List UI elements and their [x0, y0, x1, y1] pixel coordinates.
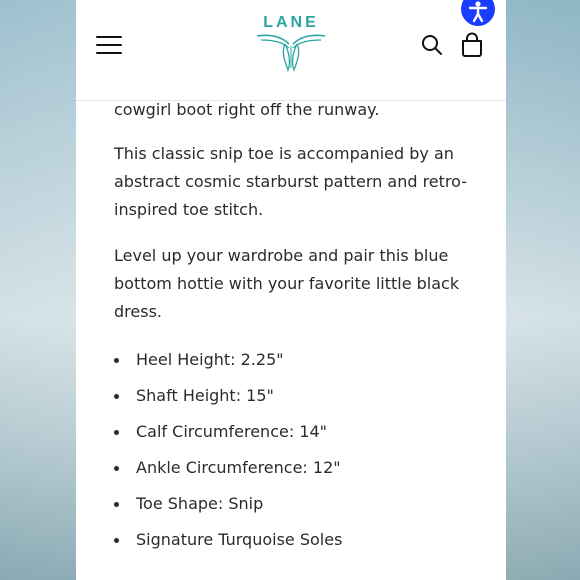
- spec-item-ankle-circumference: Ankle Circumference: 12": [114, 454, 342, 490]
- search-icon[interactable]: [420, 33, 444, 57]
- logo-text: LANE: [263, 14, 319, 31]
- description-paragraph: cowgirl boot right off the runway.: [114, 100, 380, 119]
- spec-item-soles: Signature Turquoise Soles: [114, 526, 342, 562]
- description-paragraph: Level up your wardrobe and pair this blue bottom hottie with your favorite little black dress.: [114, 246, 460, 321]
- phone-screen: [76, 0, 506, 580]
- shopping-bag-icon[interactable]: [460, 32, 484, 58]
- accessibility-icon[interactable]: [461, 0, 495, 26]
- spec-list: [114, 346, 342, 562]
- background-right: [504, 0, 580, 580]
- spec-item-calf-circumference: Calf Circumference: 14": [114, 418, 342, 454]
- hamburger-menu-icon[interactable]: [96, 36, 122, 54]
- spec-item-heel-height: Heel Height: 2.25": [114, 346, 342, 382]
- spec-item-shaft-height: Shaft Height: 15": [114, 382, 342, 418]
- logo-horns-icon: [255, 32, 327, 72]
- spec-item-toe-shape: Toe Shape: Snip: [114, 490, 342, 526]
- lane-logo[interactable]: [255, 14, 327, 72]
- background-left: [0, 0, 76, 580]
- site-header: [76, 0, 506, 101]
- description-paragraph: This classic snip toe is accompanied by an abstract cosmic starburst pattern and retro-inspired toe stitch.: [114, 144, 467, 219]
